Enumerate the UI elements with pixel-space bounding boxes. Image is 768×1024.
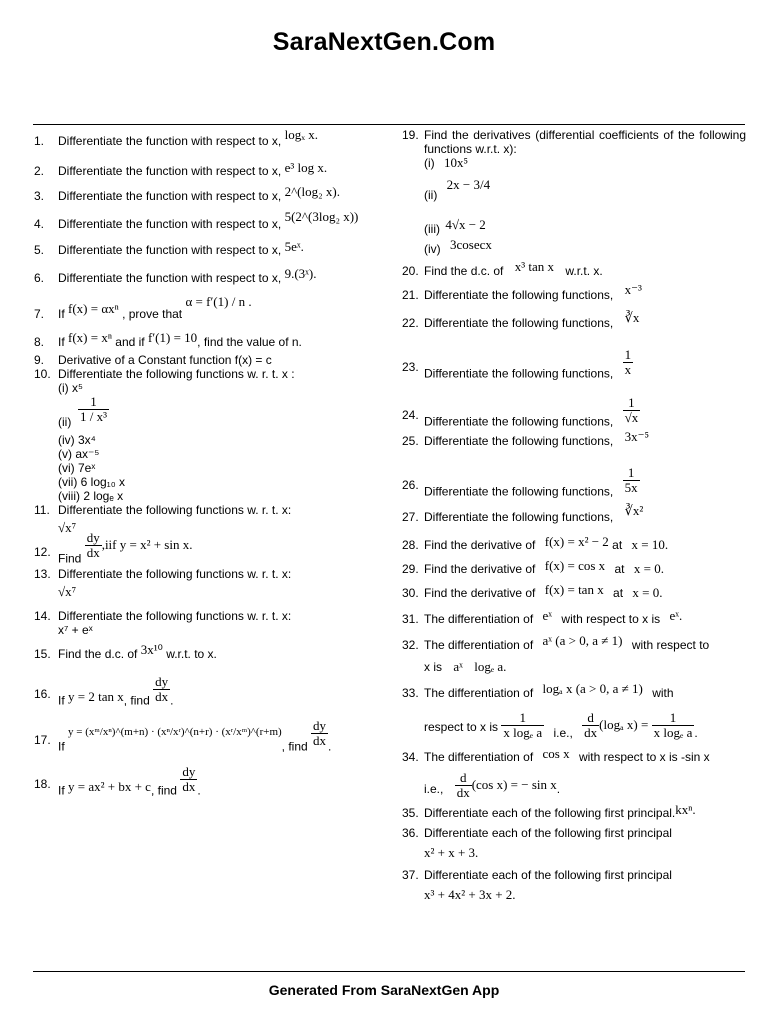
question-text: at [612, 538, 623, 552]
denominator: 1 / x³ [80, 409, 108, 424]
question-number: 8. [34, 335, 45, 349]
numerator: 1 [624, 347, 632, 362]
math-expression: x⁷ + eˣ [58, 623, 93, 637]
math-expression: x⁻³ [624, 282, 642, 297]
sub-item: (vii) 6 log₁₀ x [58, 475, 126, 489]
question-number: 23. [402, 360, 419, 374]
question-text: Differentiate the function with respect to x, [58, 217, 282, 231]
question-23 [402, 347, 746, 408]
question-text: , find the value of n. [197, 335, 302, 349]
denominator: x [624, 362, 632, 377]
question-text: If [58, 307, 65, 321]
question-number: 29. [402, 562, 419, 576]
question-number: 4. [34, 217, 45, 231]
question-9 [34, 353, 390, 367]
math-expression: 3x¹⁰ [140, 642, 163, 657]
question-32 [402, 633, 746, 686]
math-expression: √x⁷ [58, 584, 77, 599]
math-expression: 4√x − 2 [445, 217, 486, 232]
question-text: The differentiation of [424, 686, 534, 700]
question-number: 9. [34, 353, 45, 367]
question-text: Differentiate the following functions, [424, 434, 614, 448]
question-number: 2. [34, 164, 45, 178]
sub-item: (iii) [424, 222, 440, 236]
fraction [311, 719, 328, 748]
question-text: Find the derivative of [424, 562, 536, 576]
math-expression: ,iif y = x² + sin x. [101, 536, 193, 552]
question-number: 13. [34, 567, 51, 581]
page-title: SaraNextGen.Com [272, 28, 496, 56]
question-text: . [170, 693, 174, 708]
fraction [180, 765, 197, 794]
question-text: , prove that [122, 307, 183, 321]
question-text: Differentiate the function with respect to x, [58, 189, 282, 203]
math-expression: (logₐ x) = [599, 717, 649, 732]
math-expression: y = ax² + bx + c [68, 778, 151, 794]
question-text: Differentiate the following functions w. r. t. x : [58, 367, 295, 381]
question-number: 14. [34, 609, 51, 623]
question-number: 15. [34, 647, 51, 661]
sub-item: (iv) [424, 242, 441, 256]
math-expression: logₓ x. [284, 127, 318, 142]
question-number: 21. [402, 288, 419, 302]
question-text: Differentiate the following functions, [424, 484, 614, 499]
question-text: w.r.t. x. [565, 264, 603, 278]
math-expression: 9.(3ˣ). [284, 266, 317, 281]
math-expression: y = (xᵐ/xⁿ)^(m+n) · (xⁿ/xʳ)^(n+r) · (xʳ/xᵐ)^(r+m) [68, 725, 282, 738]
math-expression: ∛x [624, 310, 640, 325]
math-expression: 2x − 3/4 [446, 177, 491, 192]
question-text: The differentiation of [424, 638, 534, 652]
math-expression: aˣ (a > 0, a ≠ 1) [542, 633, 623, 648]
question-text: Find the derivative of [424, 586, 536, 600]
question-number: 28. [402, 538, 419, 552]
denominator: √x [624, 410, 639, 425]
question-text: with [652, 686, 674, 700]
math-expression: 2^(log₂ x). [284, 184, 340, 199]
header-divider [33, 124, 745, 125]
question-number: 36. [402, 826, 419, 840]
denominator: dx [313, 733, 327, 748]
question-text: respect to x is [424, 720, 499, 734]
math-expression: f(x) = αxⁿ [68, 301, 119, 316]
denominator: dx [182, 779, 196, 794]
question-text: . [328, 739, 332, 754]
question-text: If [58, 783, 65, 798]
fraction [582, 711, 599, 740]
numerator: dy [86, 530, 100, 545]
question-number: 11. [34, 503, 50, 517]
question-text: Find [58, 551, 82, 566]
question-number: 25. [402, 434, 419, 448]
question-text: Differentiate the following functions, [424, 316, 614, 330]
fraction [501, 711, 544, 740]
question-number: 34. [402, 750, 419, 764]
question-text: . [197, 783, 201, 798]
question-4 [34, 209, 390, 243]
denominator: dx [86, 545, 100, 560]
math-expression: 3cosecx [450, 237, 492, 252]
question-text: The differentiation of [424, 750, 534, 764]
question-number: 6. [34, 271, 45, 285]
math-expression: f(x) = x² − 2 [544, 534, 609, 549]
question-17 [34, 718, 390, 777]
math-expression: 5eˣ. [284, 239, 304, 254]
math-expression: x = 0. [632, 585, 663, 600]
question-text: , find [150, 783, 177, 798]
fraction [623, 348, 634, 377]
math-expression: 10x⁵ [444, 155, 469, 170]
question-text: Differentiate each of the following first principal [424, 826, 672, 840]
question-number: 19. [402, 128, 419, 142]
denominator: x logₑ a [653, 725, 693, 741]
sub-item: (iv) 3x⁴ [58, 433, 96, 447]
numerator: d [582, 711, 599, 726]
math-expression: f′(1) = 10 [147, 330, 198, 345]
fraction [623, 396, 641, 425]
question-number: 16. [34, 687, 51, 701]
question-number: 1. [34, 134, 45, 148]
question-15 [34, 642, 390, 687]
math-expression: f(x) = tan x [544, 582, 604, 597]
question-text: . [556, 782, 561, 796]
question-21 [402, 282, 746, 316]
question-30 [402, 582, 746, 612]
math-expression: x³ + 4x² + 3x + 2. [424, 887, 516, 902]
question-34 [402, 746, 746, 806]
question-text: Find the derivatives (differential coefficients of the following functions w.r.t. x): [424, 128, 746, 156]
question-35 [402, 802, 746, 826]
question-text: Differentiate the function with respect to x, [58, 271, 282, 285]
question-33 [402, 681, 746, 750]
fraction: 1 1 / x³ [80, 394, 108, 424]
footer-divider [33, 971, 745, 972]
question-text: Differentiate the following functions, [424, 510, 614, 524]
question-text: If [58, 693, 65, 708]
question-14 [34, 609, 390, 647]
question-26 [402, 465, 746, 510]
math-expression: eˣ [542, 608, 553, 623]
denominator: 5x [624, 480, 638, 495]
math-expression: 5(2^(3log₂ x)) [284, 209, 359, 224]
fraction [623, 466, 640, 495]
question-number: 26. [402, 478, 419, 492]
question-text: Differentiate each of the following first principal. [424, 806, 676, 820]
question-36 [402, 826, 746, 868]
math-expression: logₑ a. [474, 659, 507, 674]
math-expression: y = 2 tan x [68, 688, 124, 704]
question-text: at [614, 562, 625, 576]
denominator: x logₑ a [503, 725, 543, 741]
question-number: 31. [402, 612, 419, 626]
question-13 [34, 567, 390, 609]
question-text: . [694, 726, 698, 740]
question-text: Differentiate the following functions, [424, 288, 614, 302]
question-text: , find [123, 693, 150, 708]
question-12 [34, 530, 390, 567]
math-expression: e³ log x. [284, 160, 328, 175]
question-25 [402, 429, 746, 478]
question-number: 27. [402, 510, 419, 524]
denominator: dx [456, 785, 470, 801]
question-text: Differentiate the following functions, [424, 414, 614, 429]
math-expression: ∛x² [624, 503, 644, 518]
question-18 [34, 764, 390, 807]
fraction [455, 771, 472, 800]
question-10 [34, 367, 390, 503]
sub-item: (i) [424, 156, 435, 170]
fraction [153, 675, 170, 704]
question-number: 35. [402, 806, 419, 820]
sub-item: (ii) [58, 415, 72, 429]
question-text: w.r.t. to x. [166, 647, 217, 661]
sub-item: (vi) 7eˣ [58, 461, 96, 475]
question-8 [34, 330, 390, 353]
question-22 [402, 310, 746, 360]
question-number: 12. [34, 545, 51, 559]
numerator: 1 [623, 396, 641, 411]
denominator: dx [584, 725, 598, 741]
question-1 [34, 127, 390, 164]
question-37 [402, 868, 746, 908]
question-number: 20. [402, 264, 419, 278]
sub-item: (viii) 2 logₑ x [58, 489, 124, 503]
math-expression: kxⁿ. [675, 802, 696, 817]
question-text: x is [424, 660, 442, 674]
left-column [34, 127, 390, 807]
question-text: Find the d.c. of [424, 264, 504, 278]
numerator: dy [182, 764, 196, 779]
math-expression: x = 10. [631, 537, 669, 552]
question-text: Differentiate the following functions w. r. t. x: [58, 567, 292, 581]
question-text: i.e., [424, 782, 444, 796]
fraction [652, 710, 698, 741]
question-number: 18. [34, 777, 51, 791]
question-text: Find the derivative of [424, 538, 536, 552]
question-text: , find [281, 739, 308, 754]
math-expression: 3x⁻⁵ [624, 429, 649, 444]
question-text: Derivative of a Constant function f(x) = c [58, 353, 272, 367]
question-text: The differentiation of [424, 612, 534, 626]
numerator: d [455, 771, 472, 786]
math-expression: √x⁷ [58, 520, 77, 535]
question-text: at [613, 586, 624, 600]
numerator: 1 [501, 711, 544, 726]
math-expression: aˣ [453, 659, 463, 674]
question-text: If [58, 335, 65, 349]
math-expression: x = 0. [633, 561, 664, 576]
math-expression: x³ tan x [514, 259, 555, 274]
question-text: with respect to x is -sin x [578, 750, 710, 764]
question-text: Differentiate the following functions w. r. t. x: [58, 609, 292, 623]
math-expression: (cos x) = − sin x [471, 777, 557, 792]
question-text: Differentiate the following functions w. r. t. x: [58, 503, 292, 517]
question-text: Differentiate the function with respect to x, [58, 164, 282, 178]
question-text: and if [115, 335, 145, 349]
question-text: Differentiate each of the following first principal [424, 868, 672, 882]
question-text: If [58, 739, 65, 754]
math-expression: logₐ x (a > 0, a ≠ 1) [542, 681, 643, 696]
math-expression: α = f′(1) / n . [185, 294, 252, 309]
question-number: 17. [34, 733, 51, 747]
question-text: with respect to [631, 638, 710, 652]
question-number: 37. [402, 868, 419, 882]
question-number: 33. [402, 686, 419, 700]
numerator: 1 [652, 711, 695, 726]
numerator: dy [313, 718, 327, 733]
question-number: 7. [34, 307, 45, 321]
question-number: 22. [402, 316, 419, 330]
fraction [85, 531, 102, 560]
question-number: 30. [402, 586, 419, 600]
question-number: 32. [402, 638, 419, 652]
question-24 [402, 395, 746, 434]
question-number: 10. [34, 367, 51, 381]
right-column [402, 128, 746, 908]
footer-text: Generated From SaraNextGen App [268, 982, 500, 998]
numerator: dy [155, 674, 169, 689]
question-text: i.e., [553, 726, 573, 740]
question-text: Differentiate the function with respect to x, [58, 134, 282, 148]
question-number: 24. [402, 408, 419, 422]
question-5 [34, 239, 390, 271]
denominator: dx [155, 689, 169, 704]
question-text: Differentiate the following functions, [424, 366, 614, 381]
question-text: Differentiate the function with respect to x, [58, 243, 282, 257]
math-expression: eˣ. [669, 608, 683, 623]
math-expression: x² + x + 3. [424, 845, 479, 860]
sub-item: (v) ax⁻⁵ [58, 447, 100, 461]
question-20 [402, 259, 746, 288]
question-text: Find the d.c. of [58, 647, 138, 661]
question-number: 5. [34, 243, 45, 257]
question-number: 3. [34, 189, 45, 203]
sub-item: (i) x⁵ [58, 381, 83, 395]
sub-item: (ii) [424, 188, 438, 202]
question-19 [402, 128, 746, 264]
math-expression: f(x) = xⁿ [68, 330, 112, 345]
math-expression: f(x) = cos x [544, 558, 606, 573]
math-expression: cos x [542, 746, 570, 761]
numerator: 1 [623, 466, 640, 481]
question-text: with respect to x is [561, 612, 661, 626]
